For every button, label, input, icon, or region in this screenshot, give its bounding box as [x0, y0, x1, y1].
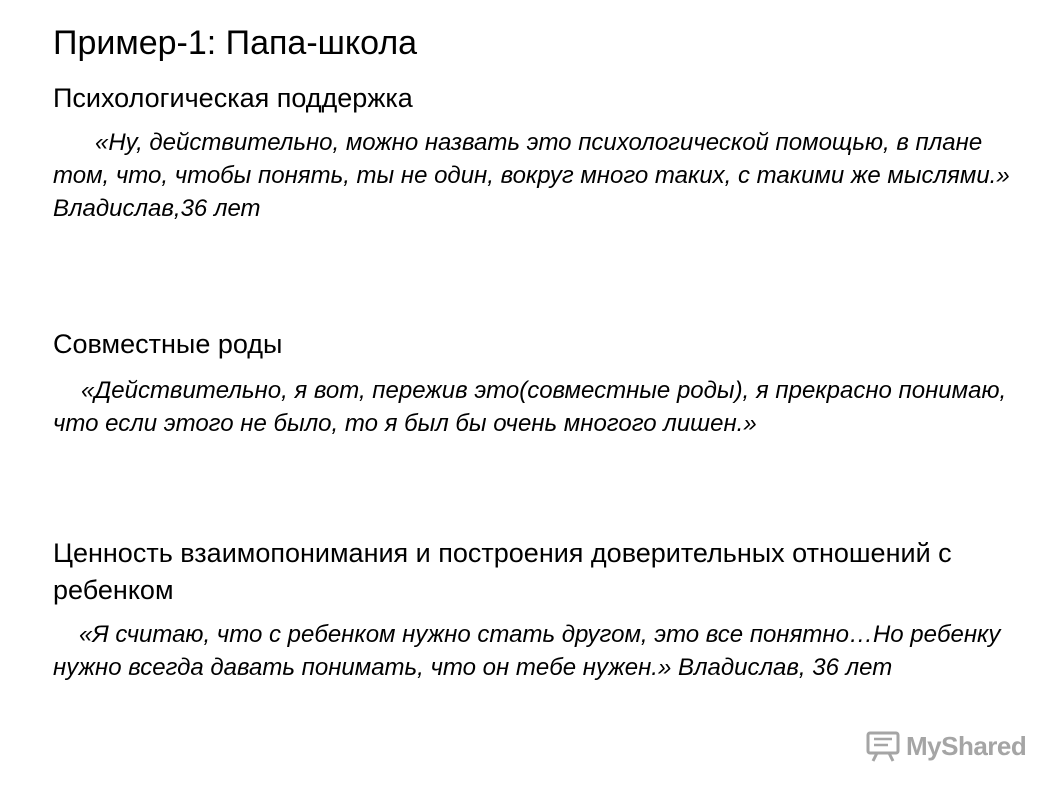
- section-heading-mutual-understanding: Ценность взаимопонимания и построения доверительных отношений с ребенком: [53, 538, 952, 605]
- section-quote-mutual-understanding: «Я считаю, что с ребенком нужно стать другом, это все понятно…Но ребенку нужно всегда давать понимать, что он тебе нужен.» Владислав, 36 лет: [53, 621, 1001, 681]
- watermark-text: MyShared: [906, 730, 1027, 761]
- section-quote-joint-birth: «Действительно, я вот, пережив это(совместные роды), я прекрасно понимаю, что если этого не было, то я был бы очень многого лишен.»: [53, 377, 1007, 437]
- section-quote-psychological-support: «Ну, действительно, можно назвать это психологической помощью, в плане том, что, чтобы понять, ты не один, вокруг много таких, с такими же мыслями.» Владислав,36 лет: [53, 129, 1010, 222]
- section-heading-joint-birth: Совместные роды: [53, 329, 283, 359]
- slide-title: Пример-1: Папа-школа: [53, 24, 418, 62]
- myshared-watermark: [866, 730, 1026, 762]
- presentation-board-icon: [866, 730, 900, 762]
- section-heading-psychological-support: Психологическая поддержка: [53, 83, 413, 113]
